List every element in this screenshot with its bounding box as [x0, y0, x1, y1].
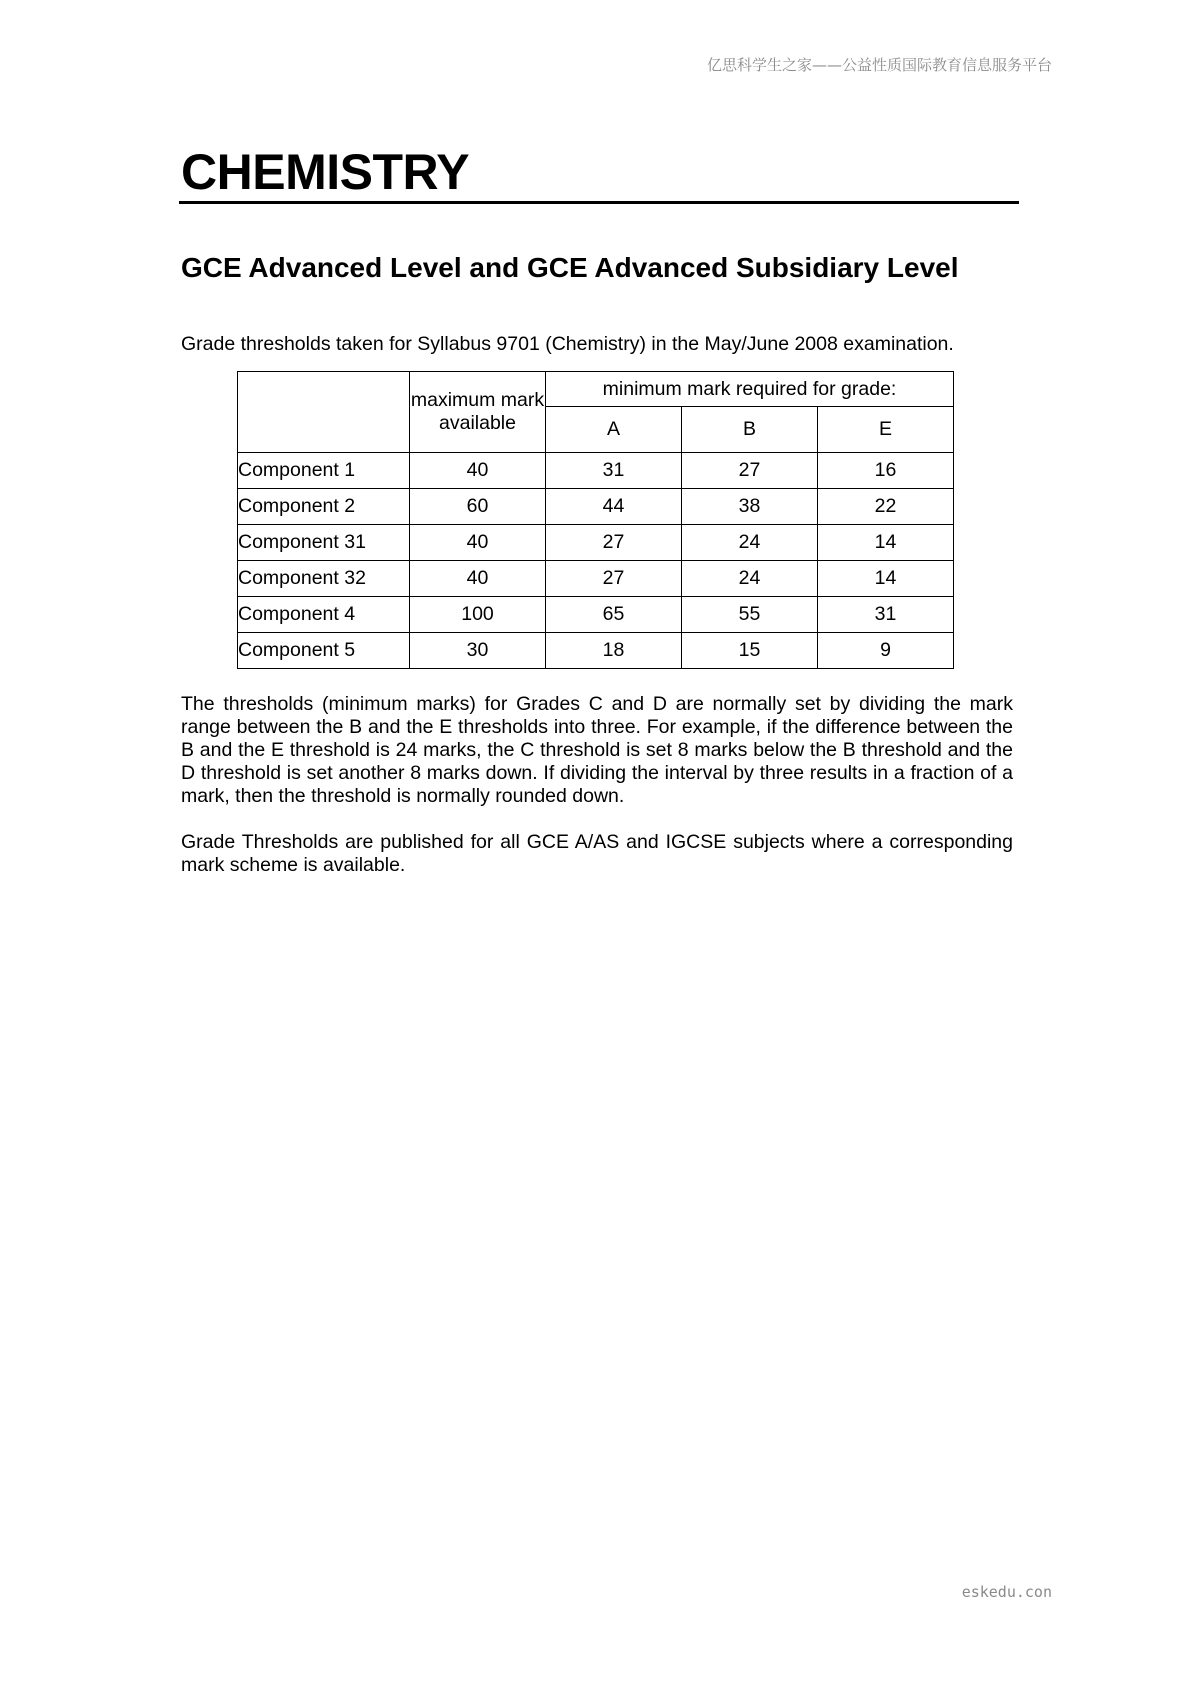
grade-a-cell: 31	[546, 453, 682, 489]
grade-a-cell: 65	[546, 597, 682, 633]
subtitle: GCE Advanced Level and GCE Advanced Subsidiary Level	[181, 252, 959, 283]
grade-thresholds-table	[237, 371, 954, 669]
header-grade-b: B	[682, 407, 818, 453]
grade-a-cell: 44	[546, 489, 682, 525]
header-empty-cell	[238, 372, 410, 453]
grade-a-cell: 18	[546, 633, 682, 669]
grade-b-cell: 55	[682, 597, 818, 633]
header-grade-a: A	[546, 407, 682, 453]
footer-watermark: eskedu.con	[961, 1583, 1052, 1601]
grade-e-cell: 14	[818, 561, 954, 597]
table-row	[238, 453, 954, 489]
title-rule	[179, 201, 1019, 204]
grade-e-cell: 16	[818, 453, 954, 489]
max-mark-cell: 40	[410, 525, 546, 561]
component-name: Component 31	[238, 525, 410, 561]
table-row	[238, 525, 954, 561]
max-mark-cell: 100	[410, 597, 546, 633]
max-mark-cell: 40	[410, 561, 546, 597]
grade-b-cell: 15	[682, 633, 818, 669]
grade-b-cell: 24	[682, 525, 818, 561]
component-name: Component 4	[238, 597, 410, 633]
table-row	[238, 597, 954, 633]
table-row	[238, 633, 954, 669]
component-name: Component 2	[238, 489, 410, 525]
header-min-mark: minimum mark required for grade:	[546, 372, 954, 407]
grade-a-cell: 27	[546, 561, 682, 597]
publication-note-paragraph: Grade Thresholds are published for all GCE A/AS and IGCSE subjects where a corresponding mark scheme is available.	[181, 831, 1013, 876]
max-mark-cell: 30	[410, 633, 546, 669]
component-name: Component 1	[238, 453, 410, 489]
grade-b-cell: 27	[682, 453, 818, 489]
grade-b-cell: 24	[682, 561, 818, 597]
grade-e-cell: 31	[818, 597, 954, 633]
table-row	[238, 561, 954, 597]
header-max-mark: maximum mark available	[410, 372, 546, 453]
component-name: Component 32	[238, 561, 410, 597]
table-header-row	[238, 372, 954, 407]
grade-e-cell: 14	[818, 525, 954, 561]
grade-a-cell: 27	[546, 525, 682, 561]
grade-e-cell: 22	[818, 489, 954, 525]
max-mark-cell: 60	[410, 489, 546, 525]
page-title: CHEMISTRY	[181, 144, 470, 200]
component-name: Component 5	[238, 633, 410, 669]
header-watermark: 亿思科学生之家——公益性质国际教育信息服务平台	[706, 56, 1052, 74]
table-row	[238, 489, 954, 525]
grade-b-cell: 38	[682, 489, 818, 525]
max-mark-cell: 40	[410, 453, 546, 489]
thresholds-explanation-paragraph: The thresholds (minimum marks) for Grades C and D are normally set by dividing the mark range between the B and the E thresholds into three. For example, if the difference between the B and the E threshold is 24 marks, the C threshold is set 8 marks below the B threshold and the D threshold is set another 8 marks down. If dividing the interval by three results in a fraction of a mark, then the threshold is normally rounded down.	[181, 693, 1013, 807]
header-grade-e: E	[818, 407, 954, 453]
grade-e-cell: 9	[818, 633, 954, 669]
intro-text: Grade thresholds taken for Syllabus 9701 (Chemistry) in the May/June 2008 examination.	[181, 333, 954, 355]
